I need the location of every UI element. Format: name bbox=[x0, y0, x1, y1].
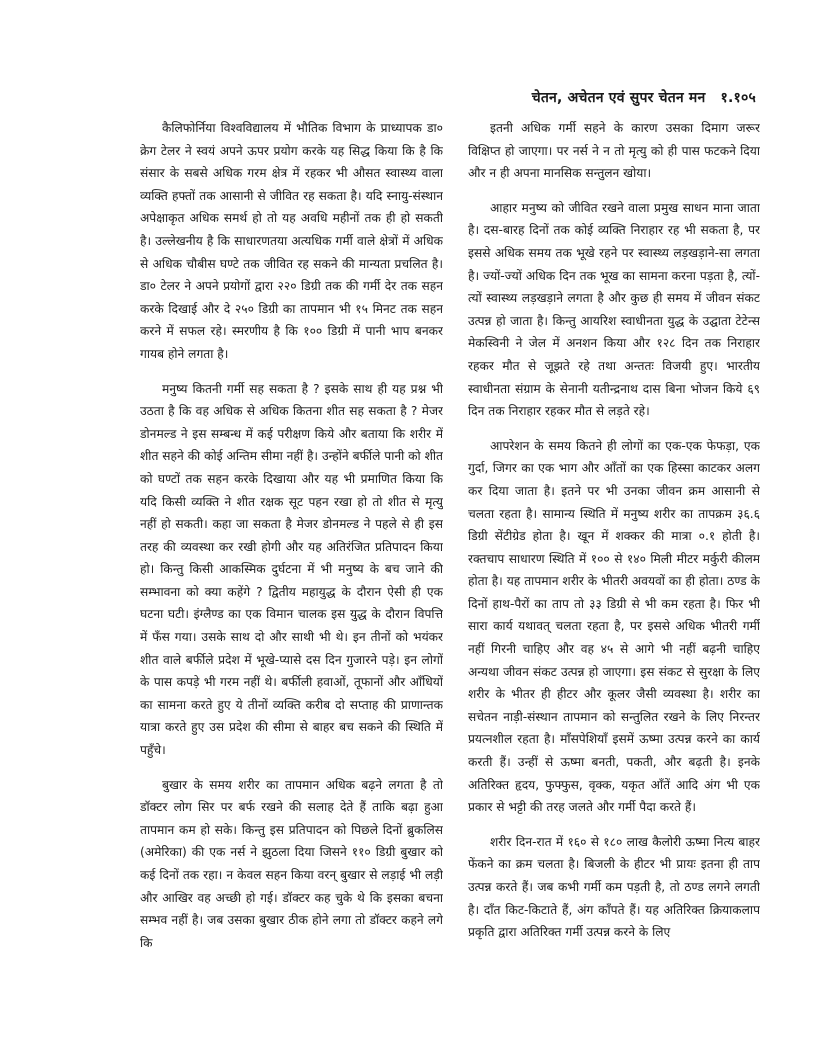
paragraph: मनुष्य कितनी गर्मी सह सकता है ? इसके साथ ही यह प्रश्न भी उठता है कि वह अधिक से अधिक कितना शीत सह सकता है ? मेजर डोनमल्ड ने इस सम्बन्ध में कई परीक्षण किये और बताया कि शरीर में शीत सहने की कोई अन्तिम सीमा नहीं है। उन्होंने बर्फीले पानी को शीत को घण्टों तक सहन करके दिखाया और यह भी प्रमाणित किया कि यदि किसी व्यक्ति ने शीत रक्षक सूट पहन रखा हो तो शीत से मृत्यु नहीं हो सकती। कहा जा सकता है मेजर डोनमल्ड ने पहले से ही इस तरह की व्यवस्था कर रखी होगी और यह अतिरंजित प्रतिपादन किया हो। किन्तु किसी आकस्मिक दुर्घटना में भी मनुष्य के बच जाने की सम्भावना को क्या कहेंगे ? द्वितीय महायुद्ध के दौरान ऐसी ही एक घटना घटी। इंग्लैण्ड का एक विमान चालक इस युद्ध के दौरान विपत्ति में फँस गया। उसके साथ दो और साथी भी थे। इन तीनों को भयंकर शीत वाले बर्फीले प्रदेश में भूखे-प्यासे दस दिन गुजारने पड़े। इन लोगों के पास कपड़े भी गरम नहीं थे। बर्फीली हवाओं, तूफानों और आँधियों का सामना करते हुए ये तीनों व्यक्ति करीब दो सप्ताह की प्राणान्तक यात्रा करते हुए उस प्रदेश की सीमा से बाहर बच सकने की स्थिति में पहुँचे। bbox=[140, 381, 443, 758]
paragraph: शरीर दिन-रात में १६० से १८० लाख कैलोरी ऊष्मा नित्य बाहर फेंकने का क्रम चलता है। बिजली के हीटर भी प्रायः इतना ही ताप उत्पन्न करते हैं। जब कभी गर्मी कम पड़ती है, तो ठण्ड लगने लगती है। दाँत किट-किटाते हैं, अंग काँपते हैं। यह अतिरिक्त क्रियाकलाप प्रकृति द्वारा अतिरिक्त गर्मी उत्पन्न करने के लिए bbox=[468, 834, 760, 940]
right-column bbox=[468, 117, 760, 1029]
page-number: १.१०५ bbox=[720, 90, 756, 106]
paragraph: आहार मनुष्य को जीवित रखने वाला प्रमुख साधन माना जाता है। दस-बारह दिनों तक कोई व्यक्ति निराहार रह भी सकता है, पर इससे अधिक समय तक भूखे रहने पर स्वास्थ्य लड़खड़ाने-सा लगता है। ज्यों-ज्यों अधिक दिन तक भूख का सामना करना पड़ता है, त्यों-त्यों स्वास्थ्य लड़खड़ाने लगता है और कुछ ही समय में जीवन संकट उत्पन्न हो जाता है। किन्तु आयरिश स्वाधीनता युद्ध के उद्घाता टेटेन्स मेकस्विनी ने जेल में अनशन किया और १२८ दिन तक निराहार रहकर मौत से जूझते रहे तथा अन्ततः विजयी हुए। भारतीय स्वाधीनता संग्राम के सेनानी यतीन्द्रनाथ दास बिना भोजन किये ६९ दिन तक निराहार रहकर मौत से लड़ते रहे। bbox=[468, 200, 760, 419]
paragraph: आपरेशन के समय कितने ही लोगों का एक-एक फेफड़ा, एक गुर्दा, जिगर का एक भाग और आँतों का एक हिस्सा काटकर अलग कर दिया जाता है। इतने पर भी उनका जीवन क्रम आसानी से चलता रहता है। सामान्य स्थिति में मनुष्य शरीर का तापक्रम ३६.६ डिग्री सेंटीग्रेड होता है। खून में शक्कर की मात्रा ०.१ होती है। रक्तचाप साधारण स्थिति में १०० से १४० मिली मीटर मर्कुरी कीलम होता है। यह तापमान शरीर के भीतरी अवयवों का ही होता। ठण्ड के दिनों हाथ-पैरों का ताप तो ३३ डिग्री से भी कम रहता है। फिर भी सारा कार्य यथावत् चलता रहता है, पर इससे अधिक भीतरी गर्मी नहीं गिरनी चाहिए और वह ४५ से आगे भी नहीं बढ़नी चाहिए अन्यथा जीवन संकट उत्पन्न हो जाएगा। इस संकट से सुरक्षा के लिए शरीर के भीतर ही हीटर और कूलर जैसी व्यवस्था है। शरीर का सचेतन नाड़ी-संस्थान तापमान को सन्तुलित रखने के लिए निरन्तर प्रयत्नशील रहता है। माँसपेशियाँ इसमें ऊष्मा उत्पन्न करने का कार्य करती हैं। उन्हीं से ऊष्मा बनती, पकती, और बढ़ती है। इनके अतिरिक्त हृदय, फुफ्फुस, वृक्क, यकृत आँतें आदि अंग भी एक प्रकार से भट्टी की तरह जलते और गर्मी पैदा करते हैं। bbox=[468, 438, 760, 815]
paragraph: बुखार के समय शरीर का तापमान अधिक बढ़ने लगता है तो डॉक्टर लोग सिर पर बर्फ रखने की सलाह देते हैं ताकि बढ़ा हुआ तापमान कम हो सके। किन्तु इस प्रतिपादन को पिछले दिनों ब्रुकलिस (अमेरिका) की एक नर्स ने झुठला दिया जिसने ११० डिग्री बुखार को कई दिनों तक रहा। न केवल सहन किया वरन् बुखार से लड़ाई भी लड़ी और आखिर वह अच्छी हो गई। डॉक्टर कह चुके थे कि इसका बचना सम्भव नहीं है। जब उसका बुखार ठीक होने लगा तो डॉक्टर कहने लगे कि bbox=[140, 777, 443, 950]
running-header bbox=[532, 88, 756, 107]
paragraph: इतनी अधिक गर्मी सहने के कारण उसका दिमाग जरूर विक्षिप्त हो जाएगा। पर नर्स ने न तो मृत्यु को ही पास फटकने दिया और न ही अपना मानसिक सन्तुलन खोया। bbox=[468, 121, 760, 181]
paragraph: कैलिफोर्निया विश्वविद्यालय में भौतिक विभाग के प्राध्यापक डा० क्रेग टेलर ने स्वयं अपने ऊपर प्रयोग करके यह सिद्ध किया कि है कि संसार के सबसे अधिक गरम क्षेत्र में रहकर भी औसत स्वास्थ्य वाला व्यक्ति हफ्तों तक आसानी से जीवित रह सकता है। यदि स्नायु-संस्थान अपेक्षाकृत अधिक समर्थ हो तो यह अवधि महीनों तक ही हो सकती है। उल्लेखनीय है कि साधारणतया अत्यधिक गर्मी वाले क्षेत्रों में अधिक से अधिक चौबीस घण्टे तक जीवित रह सकने की मान्यता प्रचलित है। डा० टेलर ने अपने प्रयोगों द्वारा २२० डिग्री तक की गर्मी देर तक सहन करके दिखाई और दे २५० डिग्री का तापमान भी १५ मिनट तक सहन करने में सफल रहे। स्मरणीय है कि १०० डिग्री में पानी भाप बनकर गायब होने लगता है। bbox=[140, 121, 443, 361]
left-column bbox=[140, 117, 443, 1029]
running-title: चेतन, अचेतन एवं सुपर चेतन मन bbox=[531, 90, 706, 106]
